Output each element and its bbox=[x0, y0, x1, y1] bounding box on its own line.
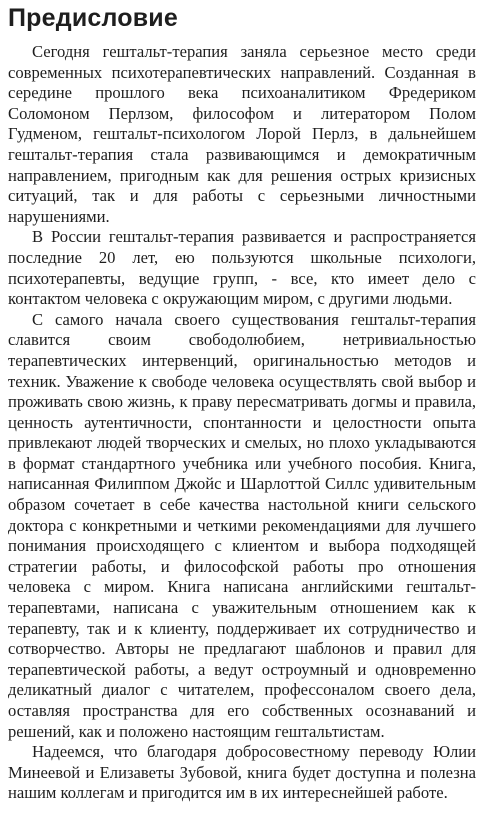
paragraph-1: Сегодня гештальт-терапия заняла серьезное место среди современных психотерапевтических направлений. Созданная в середине прошлого века психоаналитиком Фредериком Соломоном Перлзом, философом и литератором Полом Гудменом, гештальт-психологом Лорой Перлз, в дальнейшем гештальт-терапия стала развивающимся и демократичным направлением, пригодным как для решения острых кризисных ситуаций, так и для работы с серьезными личностными нарушениями. bbox=[8, 42, 476, 226]
paragraph-2: В России гештальт-терапия развивается и распространяется последние 20 лет, ею пользуются школьные психологи, психотерапевты, ведущие групп, - все, кто имеет дело с контактом человека с окружающим миром, с другими людьми. bbox=[8, 227, 476, 309]
paragraph-3: С самого начала своего существования гештальт-терапия славится своим свободолюбием, нетривиальностью терапевтических интервенций, оригинальностью методов и техник. Уважение к свободе человека осуществлять свой выбор и проживать свою жизнь, к праву пересматривать догмы и правила, ценность аутентичности, спонтанности и целостности опыта привлекают людей творческих и смелых, но плохо укладываются в формат стандартного учебника или учебного пособия. Книга, написанная Филиппом Джойс и Шарлоттой Силлс удивительным образом сочетает в себе качества настольной книги сельского доктора с конкретными и четкими рекомендациями для лучшего понимания происходящего с клиентом и выбора подходящей стратегии работы, и философской работы про отношения человека с миром. Книга написана английскими гештальт-терапевтами, написана с уважительным отношением как к терапевту, так и к клиенту, поддерживает их сотрудничество и сотворчество. Авторы не предлагают шаблонов и правил для терапевтической работы, а ведут остроумный и одновременно деликатный диалог с читателем, профессоналом своего дела, оставляя пространства для его собственных осознаваний и решений, как и положено настоящим гештальтистам. bbox=[8, 309, 476, 741]
page-title: Предисловие bbox=[8, 4, 178, 32]
paragraph-4: Надеемся, что благодаря добросовестному переводу Юлии Минеевой и Елизаветы Зубовой, книга будет доступна и полезна нашим коллегам и пригодится им в их интереснейшей работе. bbox=[8, 742, 476, 803]
